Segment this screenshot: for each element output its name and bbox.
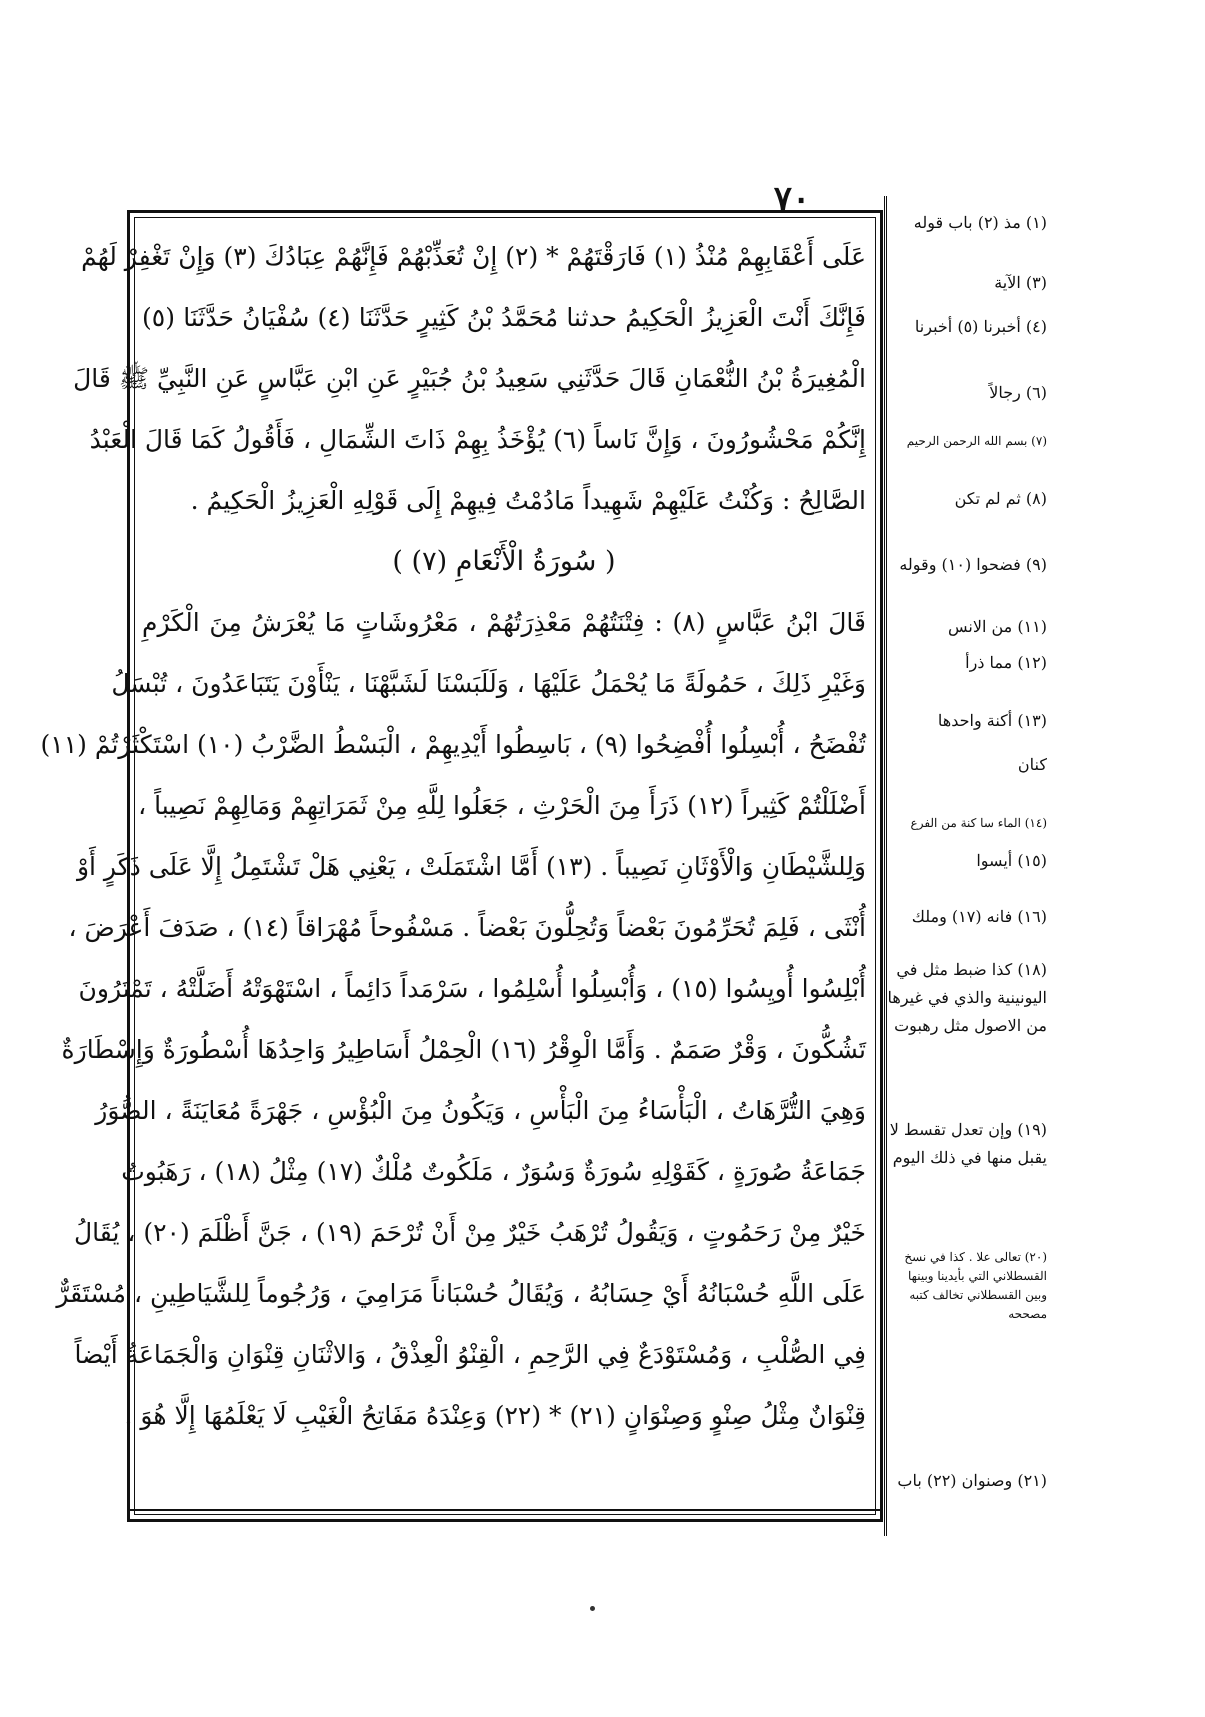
margin-note: (٣) الآية bbox=[994, 273, 1047, 292]
main-text-block bbox=[40, 226, 866, 1446]
text-line: وَغَيْرِ ذَلِكَ ، حَمُولَةً مَا يُحْمَلُ عَلَيْهَا ، وَلَلَبَسْنَا لَشَبَّهْنَا ، يَنْأَوْنَ يَتَبَاعَدُونَ ، تُبْسَلُ bbox=[111, 669, 866, 698]
text-line: أَضْلَلْتُمْ كَثِيراً (١٢) ذَرَأَ مِنَ الْحَرْثِ ، جَعَلُوا لِلَّهِ مِنْ ثَمَرَاتِهِمْ وَمَالِهِمْ نَصِيباً ، bbox=[138, 791, 866, 820]
margin-note: (٤) أخبرنا (٥) أخبرنا bbox=[914, 317, 1047, 336]
text-line: أُنْثَى ، فَلِمَ تُحَرِّمُونَ بَعْضاً وَتُحِلُّونَ بَعْضاً . مَسْفُوحاً مُهْرَاقاً (١٤) ، صَدَفَ أَعْرَضَ ، bbox=[68, 913, 866, 942]
margin-notes-column bbox=[884, 196, 1047, 1536]
margin-note: (٩) فضحوا (١٠) وقوله bbox=[899, 555, 1047, 574]
text-line: الصَّالِحُ : وَكُنْتُ عَلَيْهِمْ شَهِيداً مَادُمْتُ فِيهِمْ إِلَى قَوْلِهِ الْعَزِيزُ الْحَكِيمُ . bbox=[190, 486, 866, 515]
margin-note: (١٩) وإن تعدل تقسط لا يقبل منها في ذلك اليوم bbox=[889, 1120, 1047, 1167]
margin-note: (٦) رجالاً bbox=[989, 383, 1047, 402]
margin-note: (٢١) وصنوان (٢٢) باب bbox=[897, 1471, 1047, 1490]
margin-note: (٨) ثم لم تكن bbox=[954, 489, 1047, 508]
margin-note: (١٥) أيسوا bbox=[976, 851, 1047, 870]
margin-note: كنان bbox=[1017, 755, 1047, 774]
text-line: فَإِنَّكَ أَنْتَ الْعَزِيزُ الْحَكِيمُ حدثنا مُحَمَّدُ بْنُ كَثِيرٍ حَدَّثَنَا (٤) سُفْيَانُ حَدَّثَنَا (٥) bbox=[142, 303, 866, 332]
text-line: تَشُكُّونَ ، وَقْرٌ صَمَمٌ . وَأَمَّا الْوِقْرُ (١٦) الْحِمْلُ أَسَاطِيرُ وَاحِدُهَا أُسْطُورَةٌ وَإِسْطَارَةٌ bbox=[61, 1035, 866, 1064]
margin-note: (٢٠) تعالى علا . كذا في نسخ القسطلاني التي بأيدينا وبينها وبين القسطلاني تخالف كتبه مصححه bbox=[904, 1250, 1047, 1321]
text-line: خَيْرٌ مِنْ رَحَمُوتٍ ، وَيَقُولُ تُرْهَبُ خَيْرٌ مِنْ أَنْ تُرْحَمَ (١٩) ، جَنَّ أَظْلَمَ (٢٠) ، يُقَالُ bbox=[74, 1218, 866, 1247]
margin-note: (١٦) فانه (١٧) وملك bbox=[911, 907, 1047, 926]
margin-note: (١٤) الماء سا كنة من الفرع bbox=[910, 816, 1047, 830]
text-line: وَلِلشَّيْطَانِ وَالْأَوْثَانِ نَصِيباً . (١٣) أَمَّا اشْتَمَلَتْ ، يَعْنِي هَلْ تَشْتَمِلُ إِلَّا عَلَى ذَكَرٍ أَوْ bbox=[76, 852, 866, 881]
text-line: فِي الصُّلْبِ ، وَمُسْتَوْدَعٌ فِي الرَّحِمِ ، الْقِنْوُ الْعِذْقُ ، وَالاثْنَانِ قِنْوَانِ وَالْجَمَاعَةُ أَيْضاً bbox=[74, 1340, 866, 1369]
text-line: عَلَى اللَّهِ حُسْبَانُهُ أَيْ حِسَابُهُ ، وَيُقَالُ حُسْبَاناً مَرَامِيَ ، وَرُجُوماً لِلشَّيَاطِينِ ، مُسْتَقَرٌّ bbox=[56, 1279, 866, 1308]
margin-note: (١) مذ (٢) باب قوله bbox=[913, 213, 1047, 232]
margin-note: (٧) بسم الله الرحمن الرحيم bbox=[906, 434, 1047, 448]
text-line: عَلَى أَعْقَابِهِمْ مُنْذُ (١) فَارَقْتَهُمْ * (٢) إِنْ تُعَذِّبْهُمْ فَإِنَّهُمْ عِبَادُكَ (٣) وَإِنْ تَغْفِرْ لَهُمْ bbox=[81, 242, 866, 271]
page-mark bbox=[590, 1606, 595, 1611]
margin-note: (١١) من الانس bbox=[947, 617, 1047, 636]
text-line: أُبْلِسُوا أُويِسُوا (١٥) ، وَأُبْسِلُوا أُسْلِمُوا ، سَرْمَداً دَائِماً ، اسْتَهْوَتْهُ أَضَلَّتْهُ ، تَمْتَرُونَ bbox=[78, 974, 866, 1003]
text-line: الْمُغِيرَةُ بْنُ النُّعْمَانِ قَالَ حَدَّثَنِي سَعِيدُ بْنُ جُبَيْرٍ عَنِ ابْنِ عَبَّاسٍ عَنِ النَّبِيِّ ﷺ قَالَ bbox=[73, 364, 866, 393]
text-line: قِنْوَانٌ مِثْلُ صِنْوٍ وَصِنْوَانٍ (٢١) * (٢٢) وَعِنْدَهُ مَفَاتِحُ الْغَيْبِ لَا يَعْلَمُهَا إِلَّا هُوَ . bbox=[124, 1401, 866, 1430]
text-line: وَهِيَ التُّرَّهَاتُ ، الْبَأْسَاءُ مِنَ الْبَأْسِ ، وَيَكُونُ مِنَ الْبُؤْسِ ، جَهْرَةً مُعَايَنَةً ، الصُّوَرُ bbox=[95, 1096, 866, 1125]
chapter-heading: ( سُورَةُ الْأَنْعَامِ (٧) ) bbox=[392, 546, 616, 577]
page-number: ٧٠ bbox=[773, 179, 811, 219]
margin-note: (١٣) أكنة واحدها bbox=[937, 711, 1047, 730]
text-line: جَمَاعَةُ صُورَةٍ ، كَقَوْلِهِ سُورَةٌ وَسُوَرٌ ، مَلَكُوتٌ مُلْكٌ (١٧) مِثْلُ (١٨) ، رَهَبُوتٌ bbox=[121, 1157, 866, 1186]
margin-note: (١٢) مما ذرأ bbox=[965, 653, 1047, 672]
margin-note: (١٨) كذا ضبط مثل في اليونينية والذي في غيرها من الاصول مثل رهبوت bbox=[887, 960, 1047, 1035]
text-line: تُفْضَحُ ، أُبْسِلُوا أُفْضِحُوا (٩) ، بَاسِطُوا أَيْدِيهِمْ ، الْبَسْطُ الضَّرْبُ (١٠) اسْتَكْثَرْتُمْ (١١) bbox=[40, 730, 866, 759]
text-line: قَالَ ابْنُ عَبَّاسٍ (٨) : فِتْنَتُهُمْ مَعْذِرَتُهُمْ ، مَعْرُوشَاتٍ مَا يُعْرَشُ مِنَ الْكَرْمِ bbox=[142, 608, 866, 637]
text-line: إِنَّكُمْ مَحْشُورُونَ ، وَإِنَّ نَاساً (٦) يُؤْخَذُ بِهِمْ ذَاتَ الشِّمَالِ ، فَأَقُولُ كَمَا قَالَ الْعَبْدُ bbox=[89, 425, 866, 454]
